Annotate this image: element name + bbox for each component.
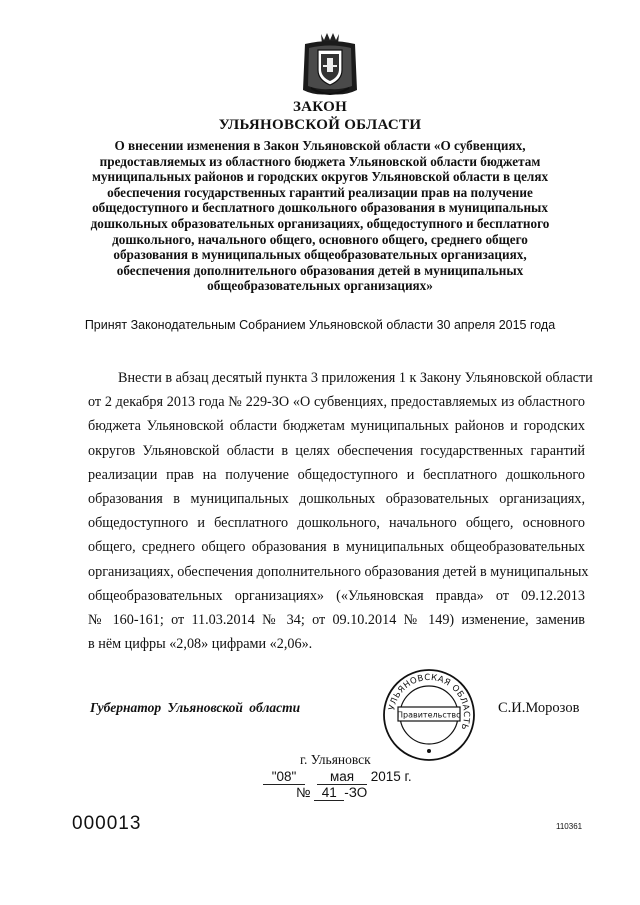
body-line: № 160-161; от 11.03.2014 № 34; от 09.10.2014 № 149) изменение, заменив <box>88 611 585 628</box>
body-line: общеобразовательных организациях» («Ульяновская правда» от 09.12.2013 <box>88 587 585 604</box>
subject-line: обеспечения дополнительного образования детей в муниципальных <box>116 262 524 278</box>
print-code: 110361 <box>556 822 583 831</box>
date-month: мая <box>317 769 367 785</box>
number-value: 41 <box>314 785 344 801</box>
number-suffix: -ЗО <box>344 785 368 800</box>
body-line: образования в муниципальных дошкольных образовательных организациях, <box>88 490 585 507</box>
law-subject <box>60 138 580 294</box>
signatory-name: С.И.Морозов <box>498 700 580 716</box>
official-stamp <box>381 667 477 763</box>
law-number <box>296 785 367 801</box>
body-line: организациях, обеспечения дополнительного образования детей в муниципальных <box>88 563 589 580</box>
body-line: общедоступного и бесплатного дошкольного, начального общего, основного <box>88 515 585 532</box>
signatory-position: Губернатор Ульяновской области <box>90 700 301 715</box>
signing-place: г. Ульяновск <box>300 752 371 767</box>
subject-line: предоставляемых из областного бюджета Ульяновской области бюджетам <box>99 153 541 169</box>
body-line: в нём цифры «2,08» цифрами «2,06». <box>88 636 313 653</box>
body-line: от 2 декабря 2013 года № 229-ЗО «О субвенциях, предоставляемых из областного <box>88 394 585 411</box>
date-year: 2015 г. <box>370 769 412 784</box>
body-line: округов Ульяновской области в целях обеспечения государственных гарантий <box>88 442 585 459</box>
signing-date <box>263 769 412 785</box>
adoption-note: Принят Законодательным Собранием Ульяновской области 30 апреля 2015 года <box>84 318 556 332</box>
law-title: ЗАКОН <box>292 99 348 115</box>
number-sign: № <box>296 785 311 800</box>
date-day: "08" <box>263 769 305 785</box>
region-title: УЛЬЯНОВСКОЙ ОБЛАСТИ <box>218 117 422 133</box>
subject-line: дошкольных образовательных организациях, общедоступного и бесплатного <box>90 215 550 231</box>
subject-line: общедоступного и бесплатного дошкольного образования в муниципальных <box>92 200 548 216</box>
subject-line: дошкольного, начального общего, основного общего, среднего общего <box>112 231 528 247</box>
body-line: реализации прав на получение общедоступного и бесплатного дошкольного <box>88 466 585 483</box>
law-body <box>88 366 593 656</box>
subject-line: образования в муниципальных общеобразовательных организациях, <box>113 247 527 263</box>
body-line: Внести в абзац десятый пункта 3 приложения 1 к Закону Ульяновской области <box>118 370 593 386</box>
subject-line: общеобразовательных организациях» <box>207 278 433 294</box>
body-line: бюджета Ульяновской области бюджетам муниципальных районов и городских <box>88 418 585 435</box>
coat-of-arms-emblem <box>301 30 359 98</box>
subject-line: обеспечения государственных гарантий реализации прав на получение <box>107 184 533 200</box>
body-line: общего, среднего общего образования в муниципальных общеобразовательных <box>88 539 585 556</box>
svg-text:УЛЬЯНОВСКАЯ ОБЛАСТЬ: УЛЬЯНОВСКАЯ ОБЛАСТЬ <box>387 672 472 732</box>
svg-text:Правительство: Правительство <box>397 710 461 720</box>
document-serial-number: 000013 <box>72 813 142 834</box>
subject-line: О внесении изменения в Закон Ульяновской области «О субвенциях, <box>114 138 526 153</box>
subject-line: муниципальных районов и городских округов Ульяновской области в целях <box>91 169 549 185</box>
